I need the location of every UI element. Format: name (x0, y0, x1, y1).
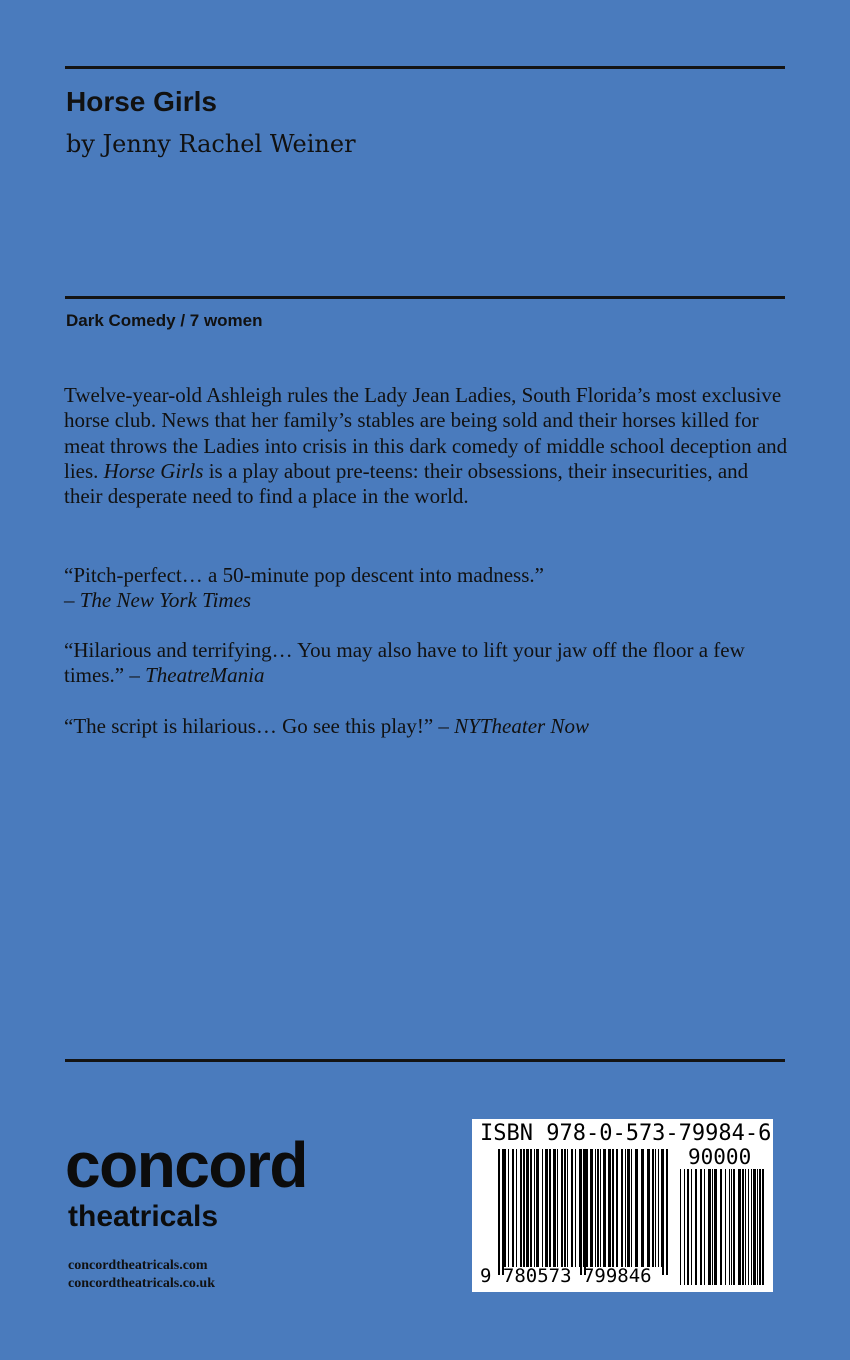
review-quote-1 (64, 563, 789, 614)
quote-dash: – (433, 714, 455, 738)
isbn-label: ISBN 978-0-573-79984-6 (480, 1121, 772, 1146)
isbn-barcode (472, 1119, 773, 1292)
publisher-website-2: concordtheatricals.co.uk (68, 1276, 215, 1291)
publisher-website-1: concordtheatricals.com (68, 1258, 208, 1273)
book-title: Horse Girls (66, 86, 217, 117)
synopsis (64, 383, 789, 509)
quote-text: “Pitch-perfect… a 50-minute pop descent into madness.” (64, 563, 544, 587)
quote-dash: – (124, 663, 146, 688)
publisher-logo-main: concord (65, 1129, 307, 1201)
review-quote-3 (64, 714, 789, 739)
review-quote-2 (64, 638, 789, 689)
ean-number: 9 780573 799846 (480, 1265, 652, 1287)
bottom-divider (65, 1059, 785, 1062)
synopsis-title-italic: Horse Girls (103, 458, 204, 483)
publisher-logo-sub: theatricals (68, 1200, 219, 1233)
quote-dash: – (64, 588, 80, 613)
synopsis-text-2: is a play about pre-teens: their obsessions, their insecurities, and their desperate need to find a place in the world. (64, 458, 749, 509)
quote-text: “The script is hilarious… Go see this play!” (64, 714, 434, 738)
synopsis-text-1: Twelve-year-old Ashleigh rules the Lady Jean Ladies, South Florida’s most exclusive horse club. News that her family’s stables are being sold and their horses killed for meat throws the Ladies into crisis in this dark comedy of middle school deception and lies. (64, 383, 788, 483)
quote-source: NYTheater Now (454, 714, 589, 738)
top-divider (65, 66, 785, 69)
price-code: 90000 (688, 1145, 752, 1169)
quote-source: TheatreMania (145, 663, 265, 688)
quote-source: The New York Times (79, 588, 252, 613)
middle-divider (65, 296, 785, 299)
genre-cast-line: Dark Comedy / 7 women (66, 311, 263, 330)
quote-text: “Hilarious and terrifying… You may also have to lift your jaw off the floor a few times.” (64, 638, 745, 688)
book-author: by Jenny Rachel Weiner (66, 130, 356, 158)
